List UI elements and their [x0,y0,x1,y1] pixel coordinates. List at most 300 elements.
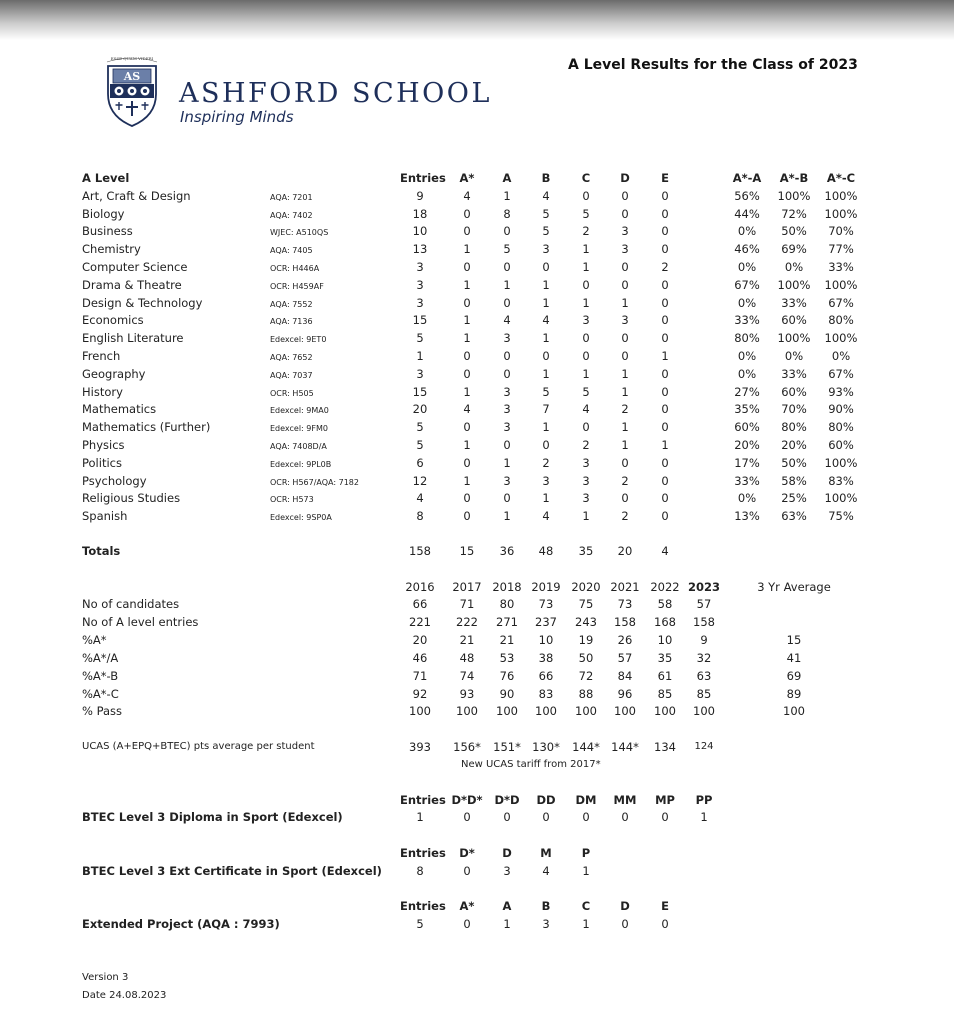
grade-count: 0 [661,331,669,346]
btec-diploma-value: 0 [463,810,471,824]
grade-percent: 0% [737,491,757,506]
grade-count: 0 [621,455,629,470]
total-count: 15 [459,544,475,558]
grade-count: 0 [661,313,669,328]
subject-exam-code: Edexcel: 9ET0 [270,335,327,345]
epq-header: C [581,899,591,913]
three-year-average-value: 69 [786,668,802,683]
grade-count: 5 [416,331,424,346]
grade-percent: 60% [828,438,854,452]
history-value: 221 [409,614,431,629]
subject-exam-code: WJEC: A510QS [270,228,329,238]
epq-value: 0 [661,917,669,931]
grade-percent: 100% [777,277,811,292]
grade-percent: 70% [828,224,854,239]
grade-percent: 83% [828,473,854,488]
grade-count: 0 [463,509,471,524]
grade-count: 0 [503,295,511,310]
total-count: 4 [661,544,669,558]
btec-ext-header: M [540,846,552,860]
epq-value: 5 [416,917,424,931]
grade-count: 1 [621,420,629,435]
grade-count: 2 [542,455,550,470]
date-label: Date 24.08.2023 [82,990,167,1001]
history-value: 100 [614,704,636,719]
epq-label: Extended Project (AQA : 7993) [82,917,280,931]
grade-count: 0 [463,420,471,435]
grade-count: 1 [661,349,669,363]
alevel-heading: A Level [82,171,130,185]
grade-percent: 60% [734,420,760,435]
grade-count: 3 [416,295,424,310]
grade-percent: 33% [828,260,854,274]
grade-count: 0 [661,188,669,203]
ucas-value: 393 [409,740,431,754]
grade-percent: 0% [737,224,757,239]
btec-diploma-value: 0 [542,810,550,824]
subject-exam-code: AQA: 7136 [270,317,313,327]
grade-count: 0 [661,277,669,292]
ucas-value: 156* [453,740,481,754]
history-value: 26 [617,632,633,647]
grade-percent: 63% [781,509,807,524]
subject-name: Psychology [82,473,147,488]
grade-header: A [502,171,512,185]
subject-name: Geography [82,366,146,381]
grade-count: 3 [582,313,590,328]
grade-header: Entries [400,171,446,185]
grade-percent: 60% [781,384,807,399]
grade-percent: 70% [781,402,807,417]
grade-percent: 80% [734,331,760,346]
year-header: 2023 [687,580,720,594]
history-value: 100 [575,704,597,719]
btec-ext-value: 1 [582,864,590,878]
totals-label: Totals [82,544,121,558]
grade-count: 0 [661,402,669,417]
grade-count: 2 [621,509,629,524]
grade-count: 1 [621,295,629,310]
subject-exam-code: OCR: H567/AQA: 7182 [270,477,359,487]
grade-percent: 0% [737,260,757,274]
grade-count: 3 [621,224,629,239]
page-title: A Level Results for the Class of 2023 [568,57,858,73]
grade-count: 1 [582,295,590,310]
year-header: 2018 [492,580,522,594]
history-value: 243 [575,614,597,629]
grade-count: 0 [661,224,669,239]
year-header: 2020 [571,580,601,594]
grade-count: 4 [463,402,471,417]
grade-percent: 67% [828,366,854,381]
history-value: 100 [693,704,715,719]
grade-count: 1 [542,366,550,381]
grade-count: 3 [416,277,424,292]
grade-count: 8 [416,509,424,524]
history-value: 50 [578,650,594,665]
epq-header: Entries [400,899,446,913]
history-row-label: No of A level entries [82,614,199,629]
three-year-average-value: 89 [786,686,802,701]
btec-diploma-header: Entries [400,793,446,807]
grade-count: 2 [621,402,629,417]
history-value: 271 [496,614,518,629]
grade-count: 0 [661,509,669,524]
subject-exam-code: AQA: 7037 [270,370,313,380]
grade-count: 0 [503,366,511,381]
grade-percent: 100% [777,188,811,203]
grade-count: 1 [542,491,550,506]
grade-count: 3 [416,366,424,381]
epq-header: A [502,899,512,913]
subject-name: Design & Technology [82,295,203,310]
grade-count: 3 [582,473,590,488]
btec-diploma-header: MP [655,793,675,807]
grade-count: 1 [463,473,471,488]
history-value: 58 [657,597,673,611]
year-header: 2021 [610,580,640,594]
grade-count: 0 [542,438,550,452]
grade-count: 5 [416,438,424,452]
grade-percent: 69% [781,242,807,257]
grade-header: C [581,171,591,185]
grade-count: 1 [463,313,471,328]
subject-exam-code: AQA: 7402 [270,210,313,220]
history-value: 96 [617,686,633,701]
btec-ext-header: Entries [400,846,446,860]
grade-count: 3 [582,491,590,506]
grade-count: 12 [412,473,428,488]
grade-count: 1 [503,277,511,292]
percent-header: A*-A [732,171,762,185]
history-value: 71 [459,597,475,611]
subject-exam-code: OCR: H459AF [270,281,324,291]
grade-percent: 100% [824,188,858,203]
ucas-label: UCAS (A+EPQ+BTEC) pts average per student [82,741,315,752]
grade-count: 20 [412,402,428,417]
grade-count: 1 [542,277,550,292]
grade-count: 5 [542,224,550,239]
history-value: 57 [696,597,712,611]
subject-name: Economics [82,313,144,328]
grade-count: 6 [416,455,424,470]
grade-count: 0 [661,366,669,381]
grade-count: 5 [582,384,590,399]
subject-name: Mathematics (Further) [82,420,211,435]
year-header: 2016 [405,580,435,594]
history-value: 73 [538,597,554,611]
grade-count: 0 [621,206,629,221]
grade-count: 1 [503,455,511,470]
grade-count: 13 [412,242,428,257]
grade-percent: 67% [734,277,760,292]
history-value: 222 [456,614,478,629]
history-value: 10 [657,632,673,647]
btec-ext-value: 4 [542,864,550,878]
history-value: 72 [578,668,594,683]
grade-count: 5 [542,206,550,221]
grade-count: 7 [542,402,550,417]
subject-name: Mathematics [82,402,157,417]
grade-header: B [541,171,551,185]
epq-value: 1 [582,917,590,931]
grade-count: 1 [621,438,629,452]
btec-ext-header: D [502,846,512,860]
subject-name: Business [82,224,133,239]
grade-count: 0 [463,349,471,363]
subject-name: Politics [82,455,122,470]
grade-count: 0 [661,420,669,435]
history-value: 84 [617,668,633,683]
grade-count: 0 [463,206,471,221]
grade-count: 0 [661,491,669,506]
grade-count: 0 [463,224,471,239]
history-value: 57 [617,650,633,665]
grade-count: 1 [582,242,590,257]
grade-count: 1 [463,242,471,257]
grade-percent: 33% [781,366,807,381]
three-year-average-value: 41 [786,650,802,665]
history-value: 85 [696,686,712,701]
history-value: 168 [654,614,676,629]
grade-percent: 90% [828,402,854,417]
grade-percent: 44% [734,206,760,221]
grade-header: A* [459,171,475,185]
history-value: 85 [657,686,673,701]
grade-percent: 100% [824,331,858,346]
grade-percent: 100% [777,331,811,346]
history-value: 35 [657,650,673,665]
history-value: 100 [409,704,431,719]
percent-header: A*-C [826,171,856,185]
version-label: Version 3 [82,972,129,983]
epq-value: 3 [542,917,550,931]
history-value: 92 [412,686,428,701]
grade-count: 4 [503,313,511,328]
grade-count: 0 [621,491,629,506]
grade-percent: 67% [828,295,854,310]
grade-percent: 33% [734,313,760,328]
btec-diploma-value: 0 [661,810,669,824]
grade-count: 0 [582,420,590,435]
btec-diploma-header: D*D [494,793,520,807]
grade-percent: 80% [828,420,854,435]
percent-header: A*-B [779,171,809,185]
grade-count: 1 [463,384,471,399]
year-header: 2022 [650,580,680,594]
grade-count: 1 [542,331,550,346]
grade-percent: 77% [828,242,854,257]
grade-percent: 58% [781,473,807,488]
grade-percent: 50% [781,224,807,239]
subject-exam-code: OCR: H573 [270,495,314,505]
subject-name: Art, Craft & Design [82,188,191,203]
grade-count: 0 [503,491,511,506]
grade-count: 3 [503,420,511,435]
grade-count: 3 [503,473,511,488]
grade-count: 1 [542,420,550,435]
history-row-label: %A*-C [82,686,119,701]
grade-count: 3 [416,260,424,274]
history-value: 63 [696,668,712,683]
grade-percent: 25% [781,491,807,506]
subject-name: Biology [82,206,125,221]
top-shadow-bar [0,0,954,40]
history-row-label: % Pass [82,704,123,719]
grade-percent: 27% [734,384,760,399]
btec-diploma-header: MM [613,793,637,807]
grade-percent: 0% [737,349,757,363]
history-value: 10 [538,632,554,647]
grade-count: 2 [582,224,590,239]
grade-percent: 56% [734,188,760,203]
epq-header: B [541,899,551,913]
school-crest-logo [103,54,161,128]
grade-percent: 33% [734,473,760,488]
history-value: 158 [693,614,715,629]
btec-diploma-value: 1 [416,810,424,824]
ucas-value: 124 [694,741,714,752]
btec-diploma-header: DD [536,793,556,807]
grade-percent: 13% [734,509,760,524]
grade-count: 15 [412,384,428,399]
total-count: 20 [617,544,633,558]
subject-exam-code: OCR: H446A [270,264,320,273]
subject-name: Religious Studies [82,491,181,506]
grade-count: 0 [463,366,471,381]
grade-count: 3 [503,331,511,346]
subject-exam-code: AQA: 7552 [270,299,313,309]
subject-name: Drama & Theatre [82,277,182,292]
grade-percent: 60% [781,313,807,328]
history-row-label: %A* [82,632,107,647]
grade-count: 3 [621,242,629,257]
ucas-value: 134 [654,740,676,754]
epq-header: A* [459,899,475,913]
grade-count: 0 [661,384,669,399]
ucas-value: 144* [572,740,600,754]
subject-name: French [82,349,121,363]
grade-count: 0 [542,260,550,274]
grade-count: 0 [503,438,511,452]
crest-letters: AS [123,70,141,83]
grade-count: 1 [463,331,471,346]
grade-count: 5 [582,206,590,221]
grade-count: 3 [503,384,511,399]
ucas-value: 151* [493,740,521,754]
history-row-label: %A*-B [82,668,119,683]
grade-count: 0 [661,206,669,221]
grade-count: 3 [582,455,590,470]
grade-percent: 0% [737,366,757,381]
btec-diploma-value: 1 [700,810,708,824]
epq-value: 0 [463,917,471,931]
grade-count: 1 [621,384,629,399]
history-value: 48 [459,650,475,665]
grade-count: 1 [503,188,511,203]
year-header: 2017 [452,580,482,594]
grade-percent: 100% [824,277,858,292]
grade-count: 0 [463,455,471,470]
grade-count: 4 [416,491,424,506]
history-value: 21 [459,632,475,647]
history-value: 100 [654,704,676,719]
history-value: 38 [538,650,554,665]
subject-exam-code: AQA: 7405 [270,246,313,256]
history-value: 88 [578,686,594,701]
grade-count: 1 [582,260,590,274]
grade-count: 0 [463,260,471,274]
subject-exam-code: Edexcel: 9SP0A [270,513,332,523]
subject-exam-code: AQA: 7201 [270,192,313,202]
grade-count: 0 [582,349,590,363]
history-value: 83 [538,686,554,701]
history-value: 74 [459,668,475,683]
history-value: 90 [499,686,515,701]
btec-ext-value: 3 [503,864,511,878]
grade-count: 5 [416,420,424,435]
grade-count: 4 [542,313,550,328]
history-value: 100 [496,704,518,719]
subject-exam-code: Edexcel: 9PL0B [270,459,332,469]
subject-name: History [82,384,123,399]
grade-count: 1 [661,438,669,452]
grade-count: 0 [661,455,669,470]
history-value: 75 [578,597,594,611]
grade-count: 0 [503,349,511,363]
grade-count: 4 [582,402,590,417]
epq-header: E [661,899,669,913]
grade-count: 2 [582,438,590,452]
grade-count: 0 [661,473,669,488]
three-year-average-value: 100 [783,704,805,719]
history-value: 73 [617,597,633,611]
history-value: 100 [535,704,557,719]
subject-name: Chemistry [82,242,141,257]
grade-percent: 80% [828,313,854,328]
btec-ext-header: D* [459,846,475,860]
ucas-value: 130* [532,740,560,754]
history-value: 19 [578,632,594,647]
grade-header: D [620,171,630,185]
btec-ext-value: 0 [463,864,471,878]
three-year-average-header: 3 Yr Average [757,580,831,594]
grade-percent: 72% [781,206,807,221]
grade-count: 0 [621,188,629,203]
btec-diploma-label: BTEC Level 3 Diploma in Sport (Edexcel) [82,810,343,824]
history-value: 80 [499,597,515,611]
grade-count: 1 [416,349,424,363]
grade-count: 1 [542,295,550,310]
grade-count: 8 [503,206,511,221]
crest-motto: ESSE QUAM VIDERI [110,56,154,61]
btec-diploma-value: 0 [503,810,511,824]
grade-percent: 0% [737,295,757,310]
grade-count: 0 [582,188,590,203]
grade-count: 1 [621,366,629,381]
school-tagline: Inspiring Minds [180,108,294,126]
grade-count: 3 [542,473,550,488]
grade-count: 3 [503,402,511,417]
grade-count: 1 [463,438,471,452]
grade-count: 0 [661,242,669,257]
history-value: 237 [535,614,557,629]
grade-percent: 0% [784,349,804,363]
grade-count: 0 [621,260,629,274]
btec-diploma-header: PP [695,793,713,807]
subject-exam-code: Edexcel: 9MA0 [270,406,329,416]
grade-count: 0 [621,277,629,292]
